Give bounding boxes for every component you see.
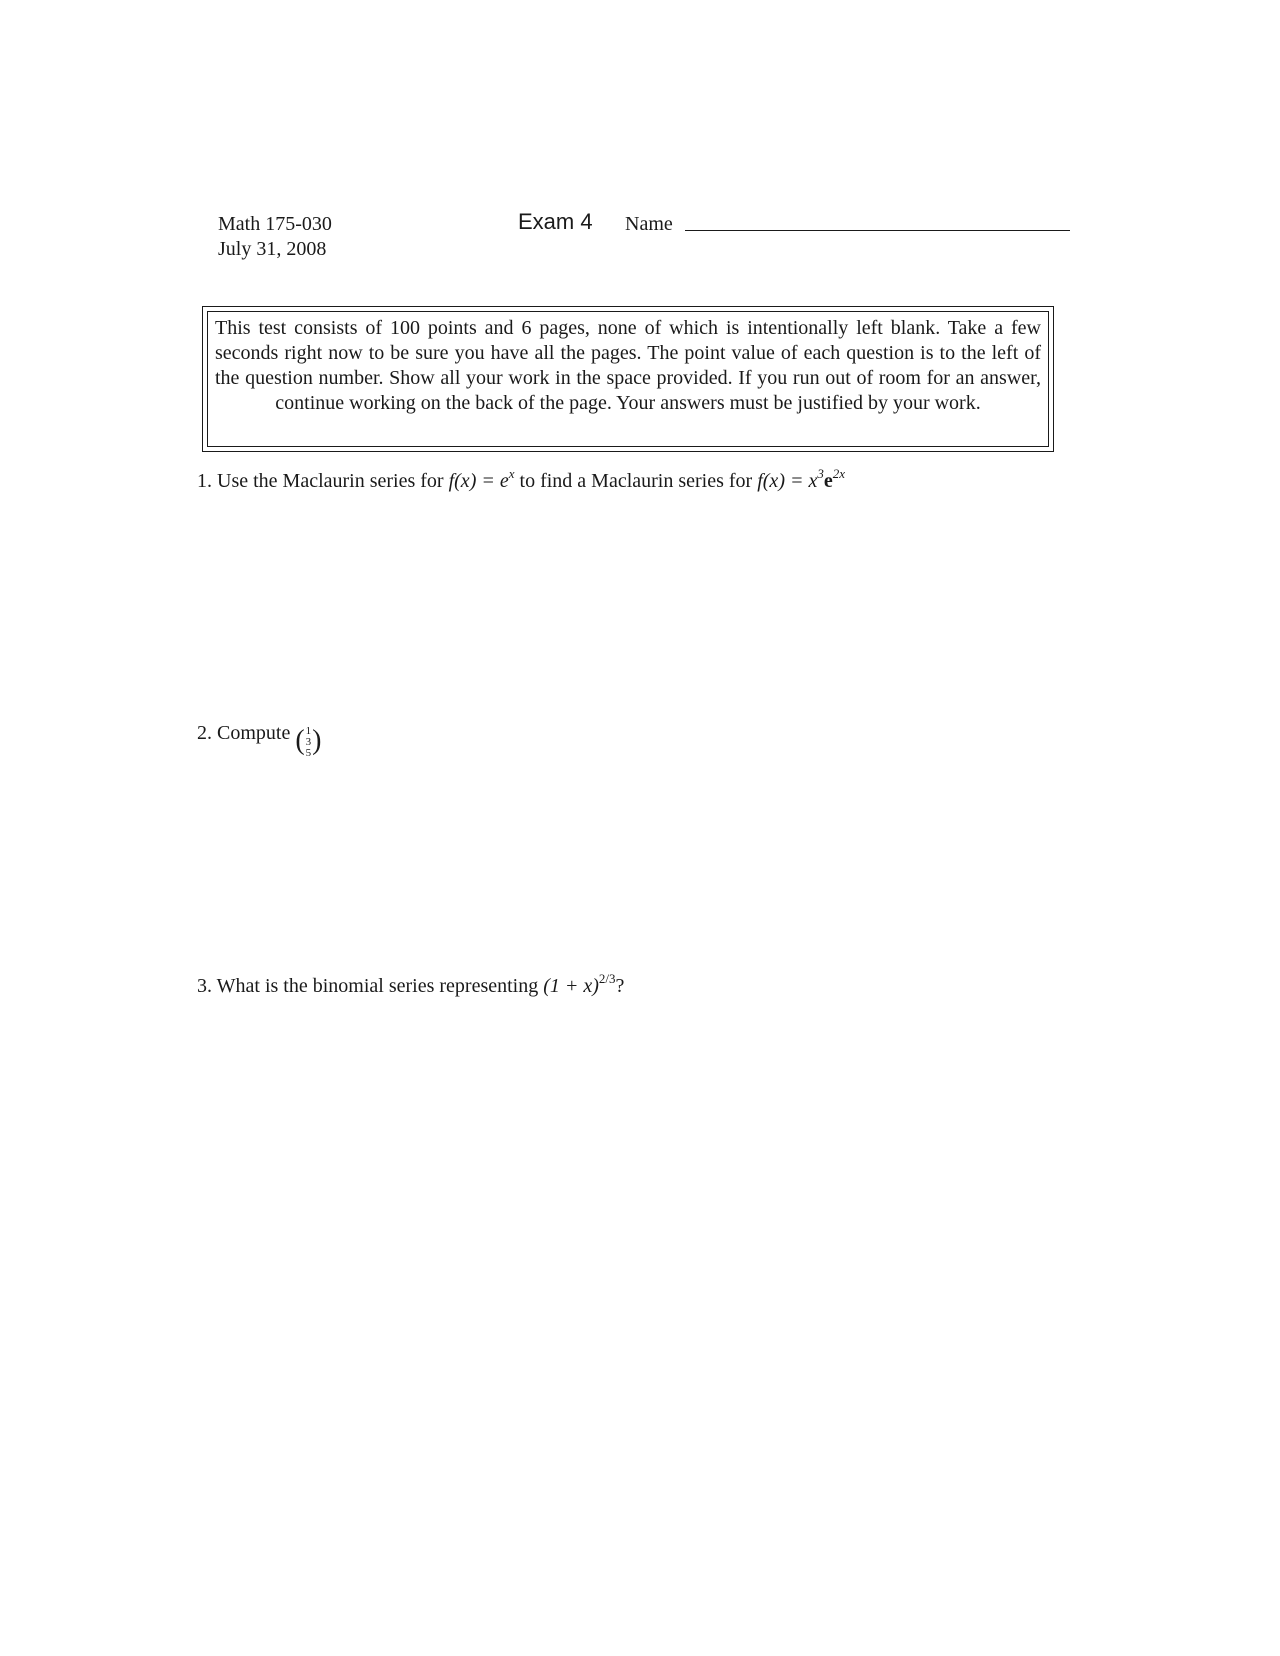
course-code: Math 175-030 [218,213,332,235]
instructions-box [202,306,1054,452]
question-text: 2. Compute ( 1 3 5 ) [197,722,322,759]
math-expression: $f(x) = e^x$ [448,466,515,492]
course-info [218,212,332,262]
question-number: 1. [197,470,212,492]
question-number: 3. [197,975,212,997]
question-number: 2. [197,722,212,744]
name-field-line[interactable] [685,230,1070,231]
name-label: Name [625,213,673,235]
binomial-coefficient: ( 1 3 5 ) [295,724,322,759]
exam-title: Exam 4 [518,209,593,234]
question-text: 3. What is the binomial series representing $(1 + x)^{2/3}$? [197,971,625,997]
math-expression: $(1 + x)^{2/3}$? [543,971,625,997]
math-expression: $f(x) = x^3e^{2x}$ [757,466,846,492]
question-text: 1. Use the Maclaurin series for $f(x) = e^x$ to find a Maclaurin series for $f(x) = x^3e^{2x}$ [197,466,846,492]
exam-date: July 31, 2008 [218,238,327,260]
instructions-text: This test consists of 100 points and 6 pages, none of which is intentionally left blank. Take a few seconds right now to be sure you have all the pages. The point value of each question is to the left of the question number. Show all your work in the space provided. If you run out of room for an answer, continue working on the back of the page. Your answers must be justified by your work. [207,311,1049,447]
